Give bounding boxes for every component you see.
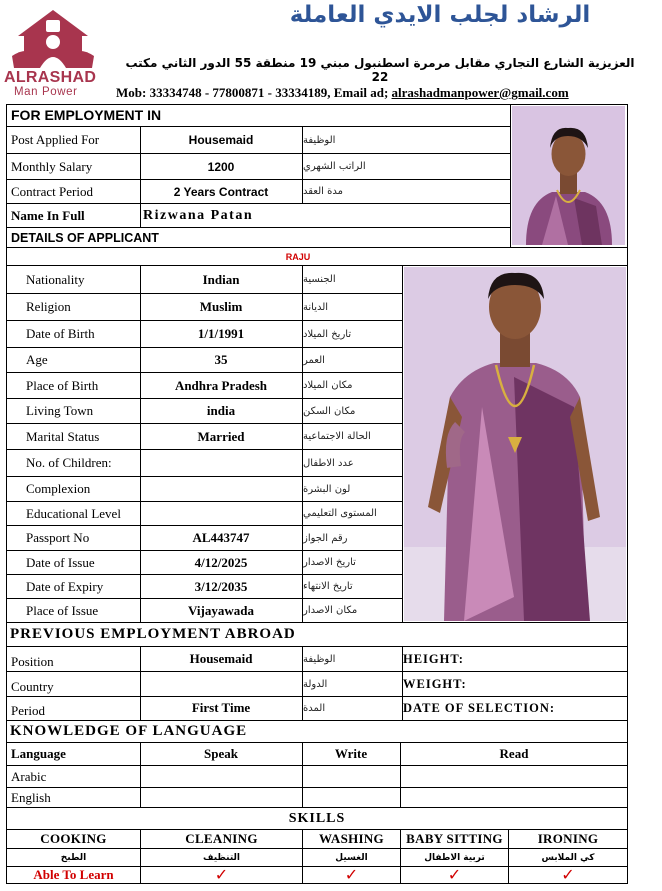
logo-subtitle: Man Power (14, 86, 78, 98)
skill-ironing: IRONING (537, 831, 599, 846)
write-col-header: Write (334, 746, 368, 761)
issue-place-label: Place of Issue (26, 602, 99, 618)
applicant-title: DETAILS OF APPLICANT (11, 230, 159, 245)
expiry-date-value: 3/12/2035 (194, 578, 248, 594)
complexion-arabic: لون البشرة (303, 483, 351, 495)
skill-ironing-check-icon: ✓ (561, 867, 575, 883)
country-arabic: الدولة (303, 678, 328, 690)
education-label: Educational Level (26, 505, 121, 521)
birthplace-arabic: مكان الميلاد (303, 380, 353, 391)
skill-cooking-status: Able To Learn (33, 867, 114, 882)
company-address-arabic: العزيزية الشارع التجاري مقابل مرمرة اسطنبول مبني 19 منطقة 55 الدور الثاني مكتب 22 (125, 56, 635, 84)
expiry-date-label: Date of Expiry (26, 578, 104, 594)
skill-cleaning-arabic: التنظيف (203, 852, 240, 863)
skill-washing-arabic: الغسيل (335, 852, 368, 863)
complexion-label: Complexion (26, 481, 91, 496)
post-label: Post Applied For (11, 132, 100, 147)
post-arabic: الوظيفة (303, 134, 336, 146)
education-arabic: المستوى التعليمي (303, 508, 377, 519)
salary-label: Monthly Salary (11, 158, 93, 174)
read-col-header: Read (499, 746, 529, 761)
language-col-header: Language (11, 746, 66, 761)
passport-value: AL443747 (192, 530, 250, 545)
nationality-label: Nationality (26, 271, 85, 287)
marital-label: Marital Status (26, 428, 100, 444)
applicant-photo-large (404, 267, 626, 621)
contract-arabic: مدة العقد (303, 186, 343, 197)
issue-place-arabic: مكان الاصدار (303, 605, 358, 616)
nationality-value: Indian (202, 271, 240, 287)
position-arabic: الوظيفة (303, 653, 336, 665)
birthplace-value: Andhra Pradesh (174, 377, 268, 393)
issue-date-arabic: تاريخ الاصدار (303, 557, 356, 568)
contact-email[interactable]: alrashadmanpower@gmail.com (391, 85, 569, 100)
period-label: Period (11, 703, 45, 718)
salary-arabic: الراتب الشهري (303, 161, 366, 172)
name-value: Rizwana Patan (143, 207, 254, 223)
position-value: Housemaid (189, 651, 253, 666)
language-row-arabic: Arabic (11, 768, 47, 784)
education-value (141, 502, 301, 525)
period-value: First Time (191, 700, 251, 715)
post-value: Housemaid (188, 133, 254, 147)
children-label: No. of Children: (26, 455, 112, 470)
skill-cleaning-check-icon: ✓ (214, 867, 229, 883)
skill-cooking: COOKING (40, 831, 107, 846)
selection-date-label: DATE OF SELECTION: (403, 701, 556, 715)
religion-value: Muslim (199, 299, 243, 314)
skill-cooking-arabic: الطبخ (60, 852, 87, 863)
dob-label: Date of Birth (26, 326, 95, 341)
logo-house-icon (0, 6, 106, 76)
religion-arabic: الديانة (303, 301, 329, 313)
living-town-arabic: مكان السكن (303, 405, 356, 417)
expiry-date-arabic: تاريخ الانتهاء (303, 581, 353, 592)
skill-washing-check-icon: ✓ (344, 867, 359, 883)
age-value: 35 (214, 352, 228, 367)
skill-cleaning: CLEANING (185, 831, 258, 846)
skill-baby-sitting-arabic: تربية الاطفال (424, 852, 485, 863)
country-label: Country (11, 679, 54, 694)
issue-place-value: Vijayawada (188, 602, 254, 618)
weight-label: WEIGHT: (403, 676, 467, 691)
age-label: Age (26, 352, 48, 367)
logo-name: ALRASHAD (4, 69, 97, 86)
dob-value: 1/1/1991 (197, 326, 245, 341)
birthplace-label: Place of Birth (26, 377, 99, 393)
skill-washing: WASHING (319, 831, 384, 846)
contact-line (116, 85, 569, 101)
passport-label: Passport No (26, 530, 90, 545)
nationality-arabic: الجنسية (303, 274, 336, 285)
issue-date-value: 4/12/2025 (194, 554, 248, 570)
salary-value: 1200 (207, 159, 235, 174)
children-value (141, 450, 301, 476)
skills-title: SKILLS (288, 810, 346, 826)
country-value (141, 672, 301, 696)
issue-date-label: Date of Issue (26, 554, 95, 570)
name-label: Name In Full (11, 207, 85, 223)
skill-baby-sitting: BABY SITTING (406, 831, 503, 846)
children-arabic: عدد الاطفال (303, 457, 354, 469)
skill-ironing-arabic: كي الملابس (541, 852, 595, 863)
employment-title: FOR EMPLOYMENT IN (11, 107, 162, 123)
agent-name: RAJU (285, 251, 311, 262)
position-label: Position (11, 654, 54, 669)
previous-title: PREVIOUS EMPLOYMENT ABROAD (10, 626, 296, 642)
period-arabic: المدة (303, 703, 326, 714)
contact-phones: Mob: 33334748 - 77800871 - 33334189, Email ad; (116, 85, 392, 100)
marital-arabic: الحالة الاجتماعية (303, 431, 371, 442)
language-title: KNOWLEDGE OF LANGUAGE (10, 723, 248, 739)
language-row-english: English (11, 789, 51, 805)
complexion-value (141, 477, 301, 501)
dob-arabic: تاريخ الميلاد (303, 328, 352, 340)
age-arabic: العمر (303, 354, 325, 366)
contract-value: 2 Years Contract (173, 184, 269, 199)
skill-baby-sitting-check-icon: ✓ (447, 867, 462, 883)
height-label: HEIGHT: (403, 651, 464, 666)
applicant-photo-small (512, 106, 625, 245)
living-town-label: Living Town (26, 403, 94, 418)
contract-label: Contract Period (11, 183, 93, 199)
marital-value: Married (197, 428, 245, 444)
living-town-value: india (206, 403, 236, 418)
speak-col-header: Speak (204, 746, 238, 761)
passport-arabic: رقم الجواز (303, 532, 348, 544)
religion-label: Religion (26, 299, 71, 314)
company-name-arabic: الرشاد لجلب الايدي العاملة (289, 2, 591, 28)
